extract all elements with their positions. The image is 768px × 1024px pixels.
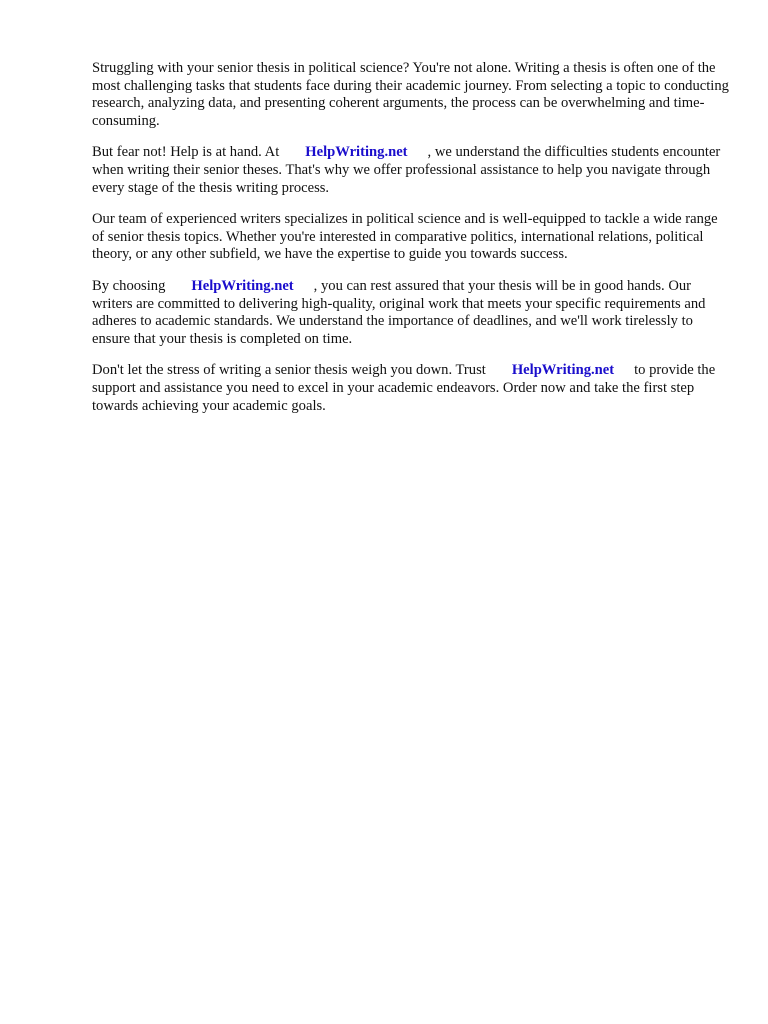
paragraph-choosing bbox=[92, 278, 732, 348]
paragraph-text: Our team of experienced writers specializes in political science and is well-equipped to tackle a wide range of senior thesis topics. Whether you're interested in comparative politics, international relations, political theory, or any other subfield, we have the expertise to guide you towards success. bbox=[92, 211, 718, 263]
helpwriting-link[interactable]: HelpWriting.net bbox=[511, 362, 615, 379]
paragraph-text-after: to provide the support and assistance you need to excel in your academic endeavors. Order now and take the first step towards achieving your academic goals. bbox=[92, 362, 716, 414]
paragraph-text-before: By choosing bbox=[92, 277, 166, 294]
paragraph-text: Struggling with your senior thesis in political science? You're not alone. Writing a thesis is often one of the most challenging tasks that students face during their academic journey. From selecting a topic to conducting research, analyzing data, and presenting coherent arguments, the process can be overwhelming and time-consuming. bbox=[92, 60, 729, 129]
paragraph-help bbox=[92, 144, 732, 197]
paragraph-text-before: But fear not! Help is at hand. At bbox=[92, 144, 280, 161]
paragraph-closing bbox=[92, 362, 732, 415]
helpwriting-link[interactable]: HelpWriting.net bbox=[305, 144, 408, 161]
document-body bbox=[92, 60, 732, 429]
paragraph-team bbox=[92, 211, 732, 264]
helpwriting-link[interactable]: HelpWriting.net bbox=[191, 277, 294, 294]
paragraph-intro bbox=[92, 60, 732, 130]
paragraph-text-before: Don't let the stress of writing a senior thesis weigh you down. Trust bbox=[92, 362, 486, 379]
paragraph-text-after: , you can rest assured that your thesis will be in good hands. Our writers are committed to delivering high-quality, original work that meets your specific requirements and adheres to academic standards. We understand the importance of deadlines, and we'll work tirelessly to ensure that your thesis is completed on time. bbox=[92, 277, 706, 347]
paragraph-text-after: , we understand the difficulties students encounter when writing their senior theses. That's why we offer professional assistance to help you navigate through every stage of the thesis writing process. bbox=[92, 144, 721, 196]
